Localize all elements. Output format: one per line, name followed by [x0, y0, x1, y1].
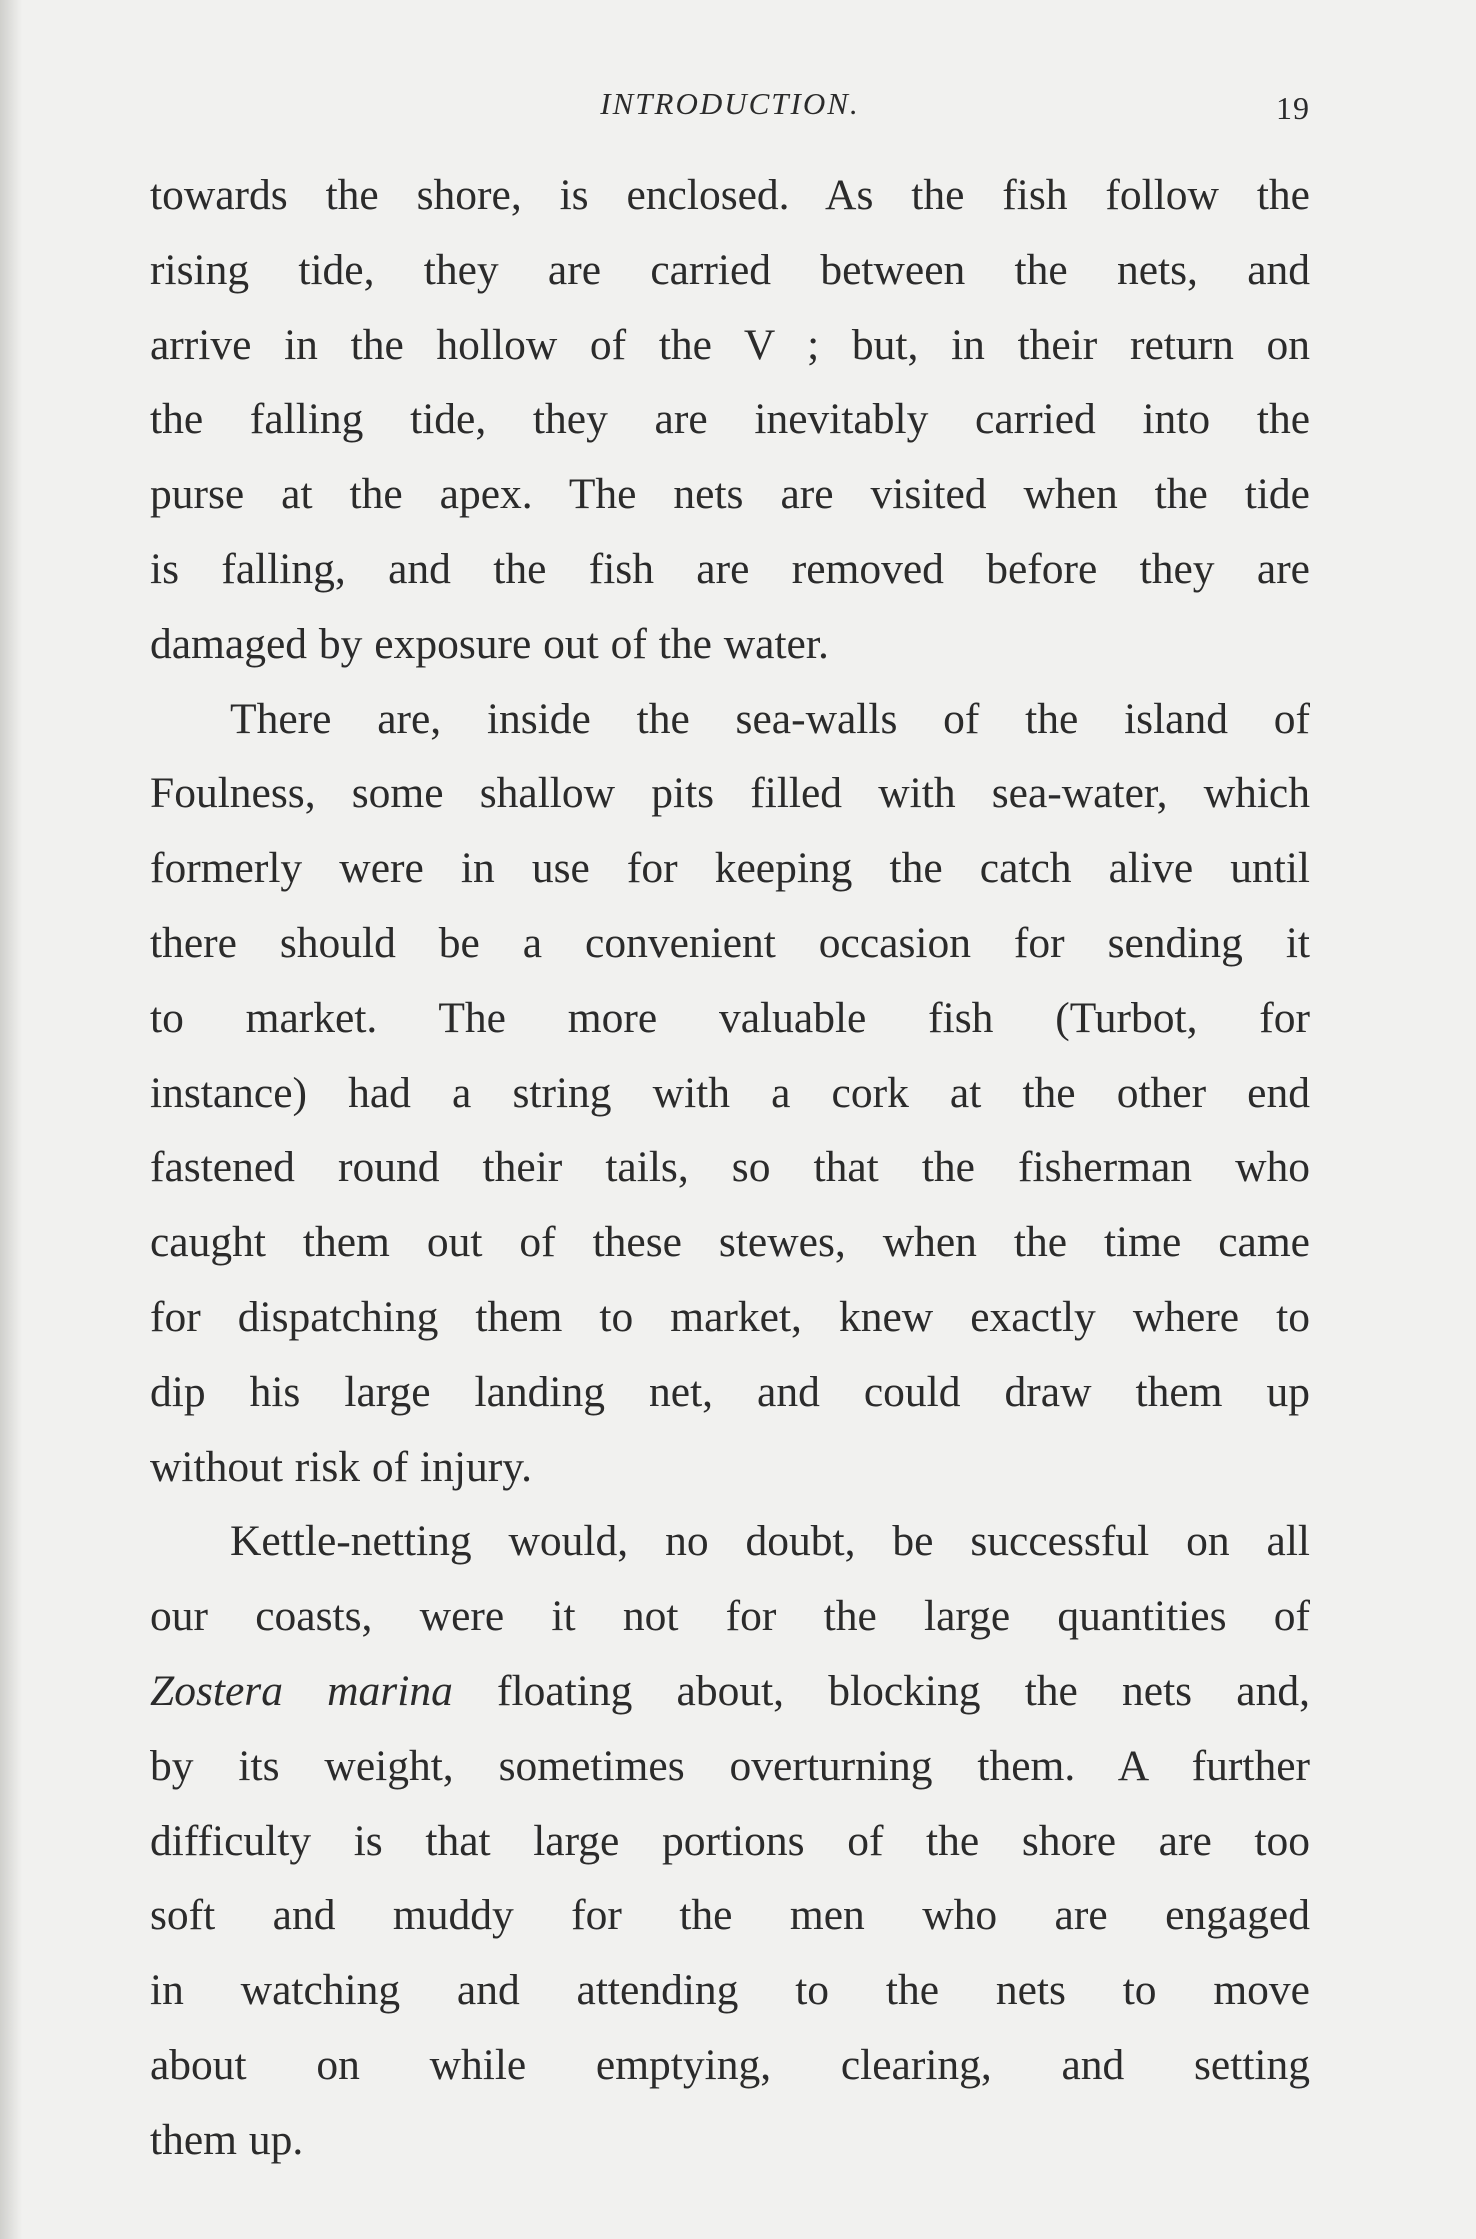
running-title: INTRODUCTION. [600, 86, 860, 121]
text-line: there should be a convenient occasion for sending it [150, 918, 1310, 967]
page-number: 19 [1276, 90, 1310, 126]
text-line: difficulty is that large portions of the shore are too [150, 1816, 1310, 1865]
text-line: formerly were in use for keeping the catch alive until [150, 844, 1310, 893]
text-line: arrive in the hollow of the V ; but, in their return on [150, 320, 1310, 369]
text-line: Kettle-netting would, no doubt, be successful on all [230, 1517, 1310, 1566]
text-line: is falling, and the fish are removed before they are [150, 544, 1310, 593]
text-line: fastened round their tails, so that the fisherman who [150, 1143, 1310, 1192]
text-line: purse at the apex. The nets are visited when the tide [150, 470, 1310, 519]
text-line: soft and muddy for the men who are engaged [150, 1891, 1310, 1940]
paragraph-3 [150, 1504, 1310, 2177]
paragraph-1 [150, 158, 1310, 682]
text-line: the falling tide, they are inevitably carried into the [150, 395, 1310, 444]
text-line: for dispatching them to market, knew exactly where to [150, 1292, 1310, 1341]
text-line: damaged by exposure out of the water. [150, 619, 829, 668]
paragraph-2 [150, 682, 1310, 1505]
text-line: without risk of injury. [150, 1442, 532, 1491]
text-line: by its weight, sometimes overturning them. A further [150, 1741, 1310, 1790]
text-line: Foulness, some shallow pits filled with sea-water, which [150, 769, 1310, 818]
text-line: towards the shore, is enclosed. As the fish follow the [150, 171, 1310, 219]
text-line: rising tide, they are carried between the nets, and [150, 245, 1310, 294]
running-head [150, 78, 1310, 134]
text-line: There are, inside the sea-walls of the island of [230, 694, 1310, 743]
text-line: our coasts, were it not for the large quantities of [150, 1592, 1310, 1641]
text-line: instance) had a string with a cork at the other end [150, 1068, 1310, 1117]
text-line-with-italic [150, 1654, 1310, 1729]
italic-species-name: Zostera marina [150, 1666, 453, 1715]
text-line: caught them out of these stewes, when the time came [150, 1218, 1310, 1267]
text-line: dip his large landing net, and could draw them up [150, 1367, 1310, 1416]
text-line: about on while emptying, clearing, and setting [150, 2040, 1310, 2089]
text-line: in watching and attending to the nets to move [150, 1966, 1310, 2015]
text-line-rest: floating about, blocking the nets and, [497, 1666, 1310, 1715]
body-text [150, 158, 1310, 2178]
text-line: them up. [150, 2115, 304, 2164]
page-edge-shadow [0, 0, 22, 2239]
text-line: to market. The more valuable fish (Turbot, for [150, 993, 1310, 1042]
